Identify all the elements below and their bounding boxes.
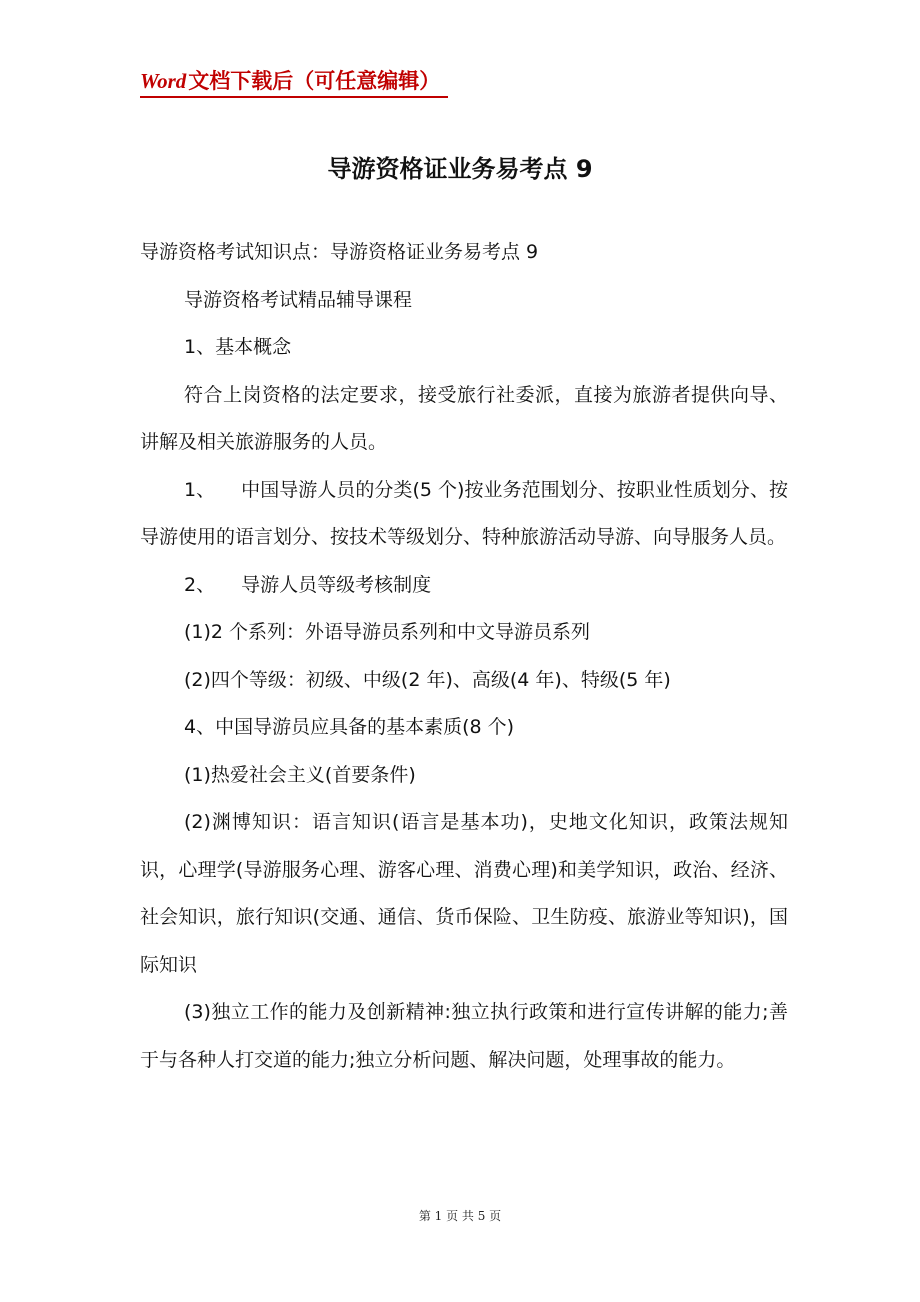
header-word-label: Word [140,69,187,93]
paragraph-classification [140,467,788,562]
paragraph-qualities-heading: 4、中国导游员应具备的基本素质(8 个) [184,716,515,738]
header-download-link[interactable] [140,66,448,98]
paragraph-quality-2: (2)渊博知识：语言知识(语言是基本功)，史地文化知识，政策法规知识，心理学(导游服务心理、游客心理、消费心理)和美学知识，政治、经济、社会知识，旅行知识(交通、通信、货币保险、卫生防疫、旅游业等知识)，国际知识 [140,811,788,976]
paragraph-quality-3: (3)独立工作的能力及创新精神:独立执行政策和进行宣传讲解的能力;善于与各种人打交道的能力;独立分析问题、解决问题，处理事故的能力。 [140,1001,788,1071]
paragraph-grading-text: 导游人员等级考核制度 [241,573,432,596]
paragraph-concept-definition: 符合上岗资格的法定要求，接受旅行社委派，直接为旅游者提供向导、讲解及相关旅游服务的人员。 [140,383,788,453]
paragraph-series: (1)2 个系列：外语导游员系列和中文导游员系列 [184,621,591,643]
paragraph-intro: 导游资格考试知识点：导游资格证业务易考点 9 [140,241,539,263]
document-title: 导游资格证业务易考点 9 [327,155,593,183]
paragraph-course: 导游资格考试精品辅导课程 [184,288,413,311]
paragraph-levels: (2)四个等级：初级、中级(2 年)、高级(4 年)、特级(5 年) [184,668,671,691]
paragraph-grading-number: 2、 [184,573,216,596]
paragraph-grading-system [140,562,788,610]
paragraph-classification-text: 中国导游人员的分类(5 个)按业务范围划分、按职业性质划分、按导游使用的语言划分、按技术等级划分、特种旅游活动导游、向导服务人员。 [140,478,788,548]
paragraph-classification-number: 1、 [184,478,216,501]
paragraph-quality-1: (1)热爱社会主义(首要条件) [184,763,416,786]
paragraph-heading-concept: 1、基本概念 [184,336,292,358]
header-rest-label: 文档下载后（可任意编辑） [188,69,441,93]
document-body [140,229,788,1084]
page-footer: 第 1 页 共 5 页 [418,1209,502,1223]
